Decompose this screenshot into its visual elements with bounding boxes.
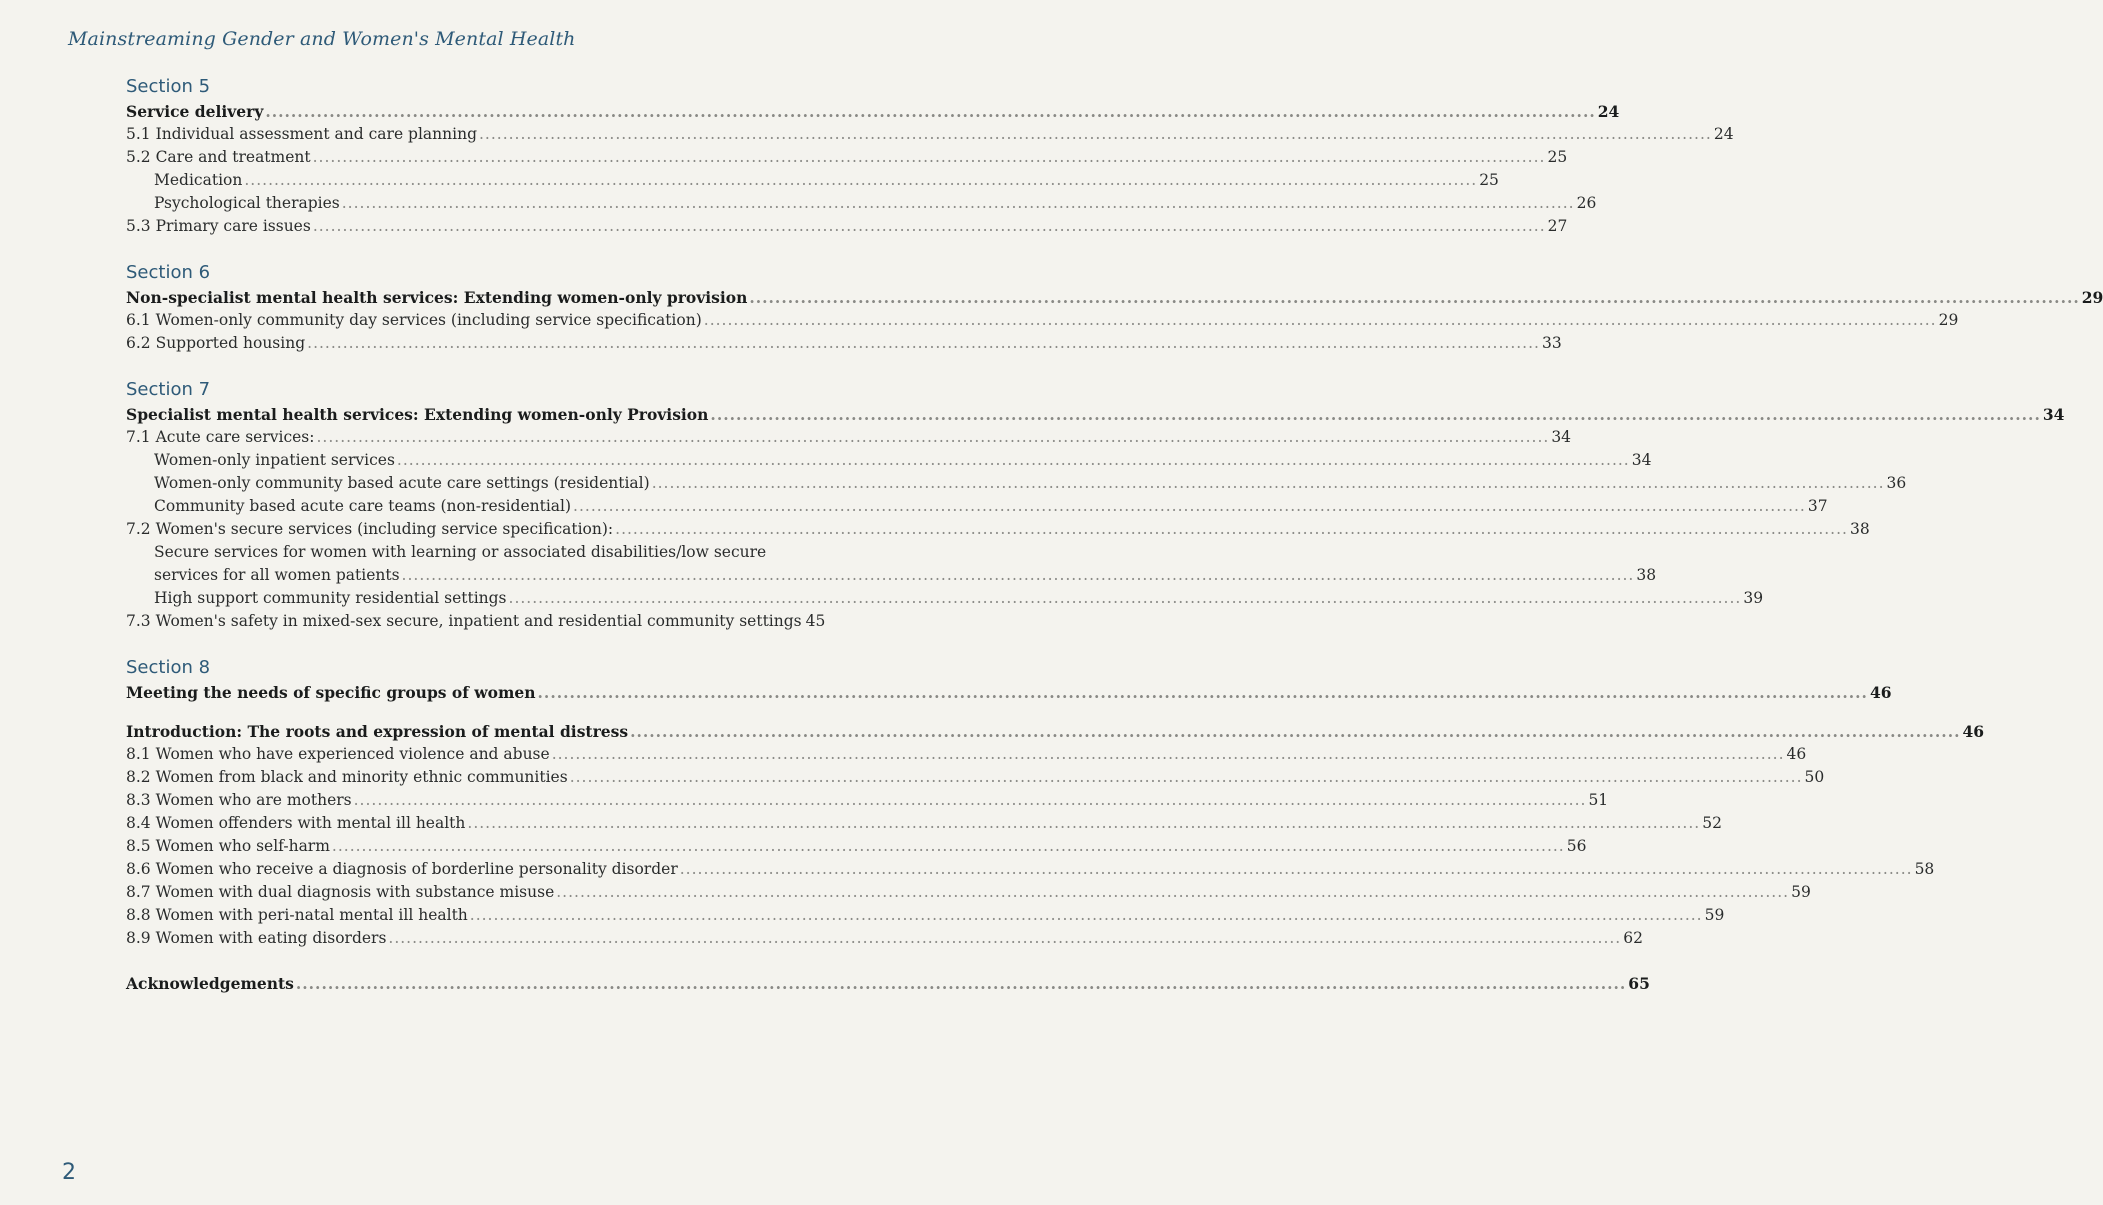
toc-entry-title: Non-specialist mental health services: Extending women-only provision [126,288,748,307]
toc-entry[interactable] [126,518,1870,541]
dot-leader [307,332,1540,355]
toc-entry-title: 6.2 Supported housing [126,334,306,352]
toc-entry[interactable] [126,564,1657,587]
toc-page-number: 38 [1636,566,1657,584]
toc-page-number: 46 [1962,722,1985,741]
toc-entry-title: 8.9 Women with eating disorders [126,929,387,947]
toc-entry[interactable] [126,495,1828,518]
toc-page-number: 26 [1576,194,1597,212]
dot-leader [244,169,1477,192]
toc-entry[interactable] [126,146,1568,169]
toc-entry-title: 8.7 Women with dual diagnosis with substance misuse [126,883,555,901]
toc-entry[interactable] [126,835,1587,858]
toc-page-number: 58 [1914,860,1935,878]
toc-page-number: 37 [1807,497,1828,515]
toc-entry[interactable] [126,766,1825,789]
toc-entry[interactable] [126,681,1892,704]
toc-entry[interactable] [126,309,1959,332]
dot-leader [479,123,1712,146]
toc-page-number: 59 [1791,883,1811,901]
toc-page-number: 52 [1702,814,1722,832]
toc-entry-title: 6.1 Women-only community day services (including service specification) [126,311,702,329]
toc-entry[interactable] [126,789,1609,812]
toc-entry-title: 5.2 Care and treatment [126,148,311,166]
dot-leader [573,495,1806,518]
toc-page-number: 45 [805,612,826,630]
toc-entry-title: 7.2 Women's secure services (including service specification): [126,520,614,538]
dot-leader [749,286,2079,309]
toc-entry[interactable] [126,972,1650,995]
toc-page-number: 46 [1869,683,1892,702]
toc-entry-title: 8.1 Women who have experienced violence and abuse [126,745,550,763]
spacer [126,355,776,377]
toc-page-number: 62 [1623,929,1643,947]
toc-entry[interactable] [126,610,826,633]
section-heading: Section 5 [126,76,211,97]
dot-leader [570,766,1803,789]
dot-leader [710,403,2040,426]
toc-entry[interactable] [126,812,1722,835]
toc-page-number: 39 [1743,589,1764,607]
toc-entry-title: Specialist mental health services: Extending women-only Provision [126,405,709,424]
dot-leader [680,858,1913,881]
toc-entry[interactable] [126,123,1734,146]
toc-entry-title: 5.3 Primary care issues [126,217,311,235]
toc-page-number: 51 [1588,791,1609,809]
dot-leader [402,564,1635,587]
toc-page-number: 34 [2042,405,2065,424]
running-header: Mainstreaming Gender and Women's Mental Health [68,28,576,50]
toc-entry-title: Medication [154,171,243,189]
toc-entry-title: 8.8 Women with peri-natal mental ill health [126,906,468,924]
toc-entry[interactable] [126,192,1597,215]
toc-entry-title: 8.2 Women from black and minority ethnic communities [126,768,568,786]
toc-page-number: 34 [1631,451,1652,469]
toc-entry[interactable] [126,215,1568,238]
toc-entry[interactable] [126,858,1935,881]
toc-page-number: 65 [1628,974,1650,993]
toc-entry[interactable] [126,472,1907,495]
dot-leader [397,449,1630,472]
dot-leader [388,927,1621,950]
toc-entry-title: Service delivery [126,102,264,121]
dot-leader [313,146,1546,169]
toc-entry[interactable] [126,426,1572,449]
dot-leader [467,812,1700,835]
toc-entry[interactable] [126,286,2103,309]
toc-entry-title: 7.3 Women's safety in mixed-sex secure, inpatient and residential community settings [126,612,802,630]
section-heading: Section 6 [126,262,211,283]
toc-entry-title: Meeting the needs of specific groups of women [126,683,536,702]
toc-entry-title: 8.3 Women who are mothers [126,791,352,809]
toc-page-number: 46 [1786,745,1807,763]
toc-page-number: 29 [2081,288,2103,307]
spacer [126,633,776,655]
toc-page-number: 24 [1597,102,1620,121]
toc-page-number: 29 [1938,311,1959,329]
toc-entry-title: Women-only community based acute care settings (residential) [154,474,650,492]
dot-leader [313,215,1546,238]
dot-leader [615,518,1848,541]
dot-leader [354,789,1587,812]
page-number: 2 [62,1160,76,1185]
toc-entry-title: 8.6 Women who receive a diagnosis of borderline personality disorder [126,860,678,878]
toc-entry[interactable] [126,587,1764,610]
dot-leader [470,904,1703,927]
dot-leader [652,472,1885,495]
toc-entry[interactable] [126,743,1807,766]
dot-leader [704,309,1937,332]
toc-entry-title: 8.5 Women who self-harm [126,837,330,855]
dot-leader [265,100,1595,123]
section-heading: Section 7 [126,379,211,400]
toc-entry[interactable] [126,169,1499,192]
dot-leader [332,835,1565,858]
toc-entry[interactable] [126,100,1620,123]
toc-page-number: 38 [1849,520,1870,538]
toc-page-number: 25 [1547,148,1568,166]
toc-page-number: 50 [1804,768,1825,786]
toc-entry-title: High support community residential settings [154,589,507,607]
section-heading: Section 8 [126,657,211,678]
toc-page-number: 25 [1479,171,1499,189]
spacer [126,704,776,720]
toc-entry[interactable] [126,720,1985,743]
toc-entry[interactable] [126,927,1643,950]
dot-leader [538,681,1868,704]
toc-entry-title: 8.4 Women offenders with mental ill health [126,814,466,832]
toc-entry-title: 5.1 Individual assessment and care planning [126,125,477,143]
dot-leader [509,587,1742,610]
dot-leader [556,881,1789,904]
toc-entry[interactable] [126,403,2065,426]
toc-page-number: 27 [1547,217,1568,235]
toc-entry[interactable] [126,449,1652,472]
toc-entry-title: Introduction: The roots and expression of mental distress [126,722,629,741]
toc-page-number: 56 [1566,837,1587,855]
toc-entry[interactable] [126,904,1725,927]
toc-entry[interactable] [126,881,1811,904]
toc-entry-title: 7.1 Acute care services: [126,428,315,446]
dot-leader [316,426,1549,449]
toc-entry[interactable] [126,332,1562,355]
toc-page-number: 24 [1713,125,1734,143]
dot-leader [630,720,1960,743]
toc-entry-title: Secure services for women with learning or associated disabilities/low secure [154,543,767,561]
toc-page-number: 34 [1551,428,1572,446]
toc-entry-title: Psychological therapies [154,194,340,212]
toc-entry-title: services for all women patients [154,566,400,584]
toc-page-number: 33 [1541,334,1562,352]
spacer [126,950,776,972]
toc-entry-title: Community based acute care teams (non-residential) [154,497,572,515]
dot-leader [552,743,1785,766]
dot-leader [296,972,1626,995]
toc-entry-title: Acknowledgements [126,974,294,993]
toc-continuation-line [126,541,776,564]
spacer [126,238,776,260]
toc-entry-title: Women-only inpatient services [154,451,395,469]
dot-leader [342,192,1575,215]
toc-page-number: 59 [1704,906,1725,924]
table-of-contents [126,74,2103,995]
toc-page-number: 36 [1886,474,1907,492]
